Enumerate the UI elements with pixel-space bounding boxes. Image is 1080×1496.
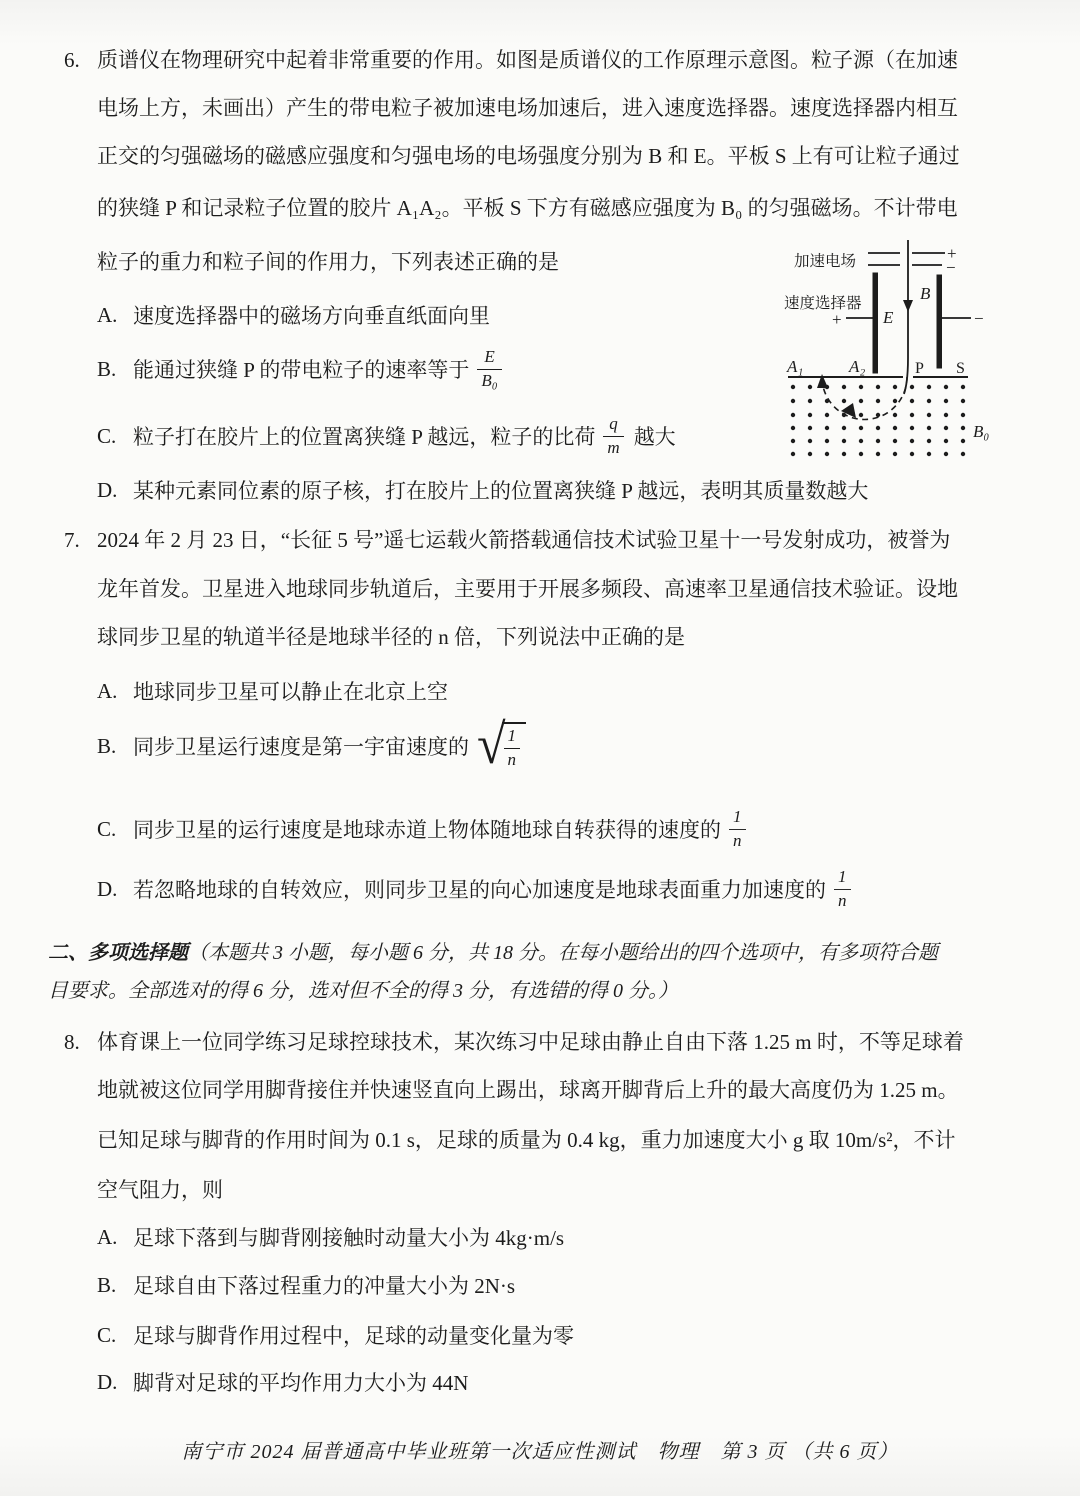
field-dots [791, 385, 965, 456]
B-field-label: B [920, 284, 931, 303]
velocity-selector [784, 273, 984, 373]
question-7-option-d [97, 860, 855, 918]
beam-arrowhead [903, 300, 913, 312]
fraction-E-over-B0: $\frac{E}{\text{B₀}}$ [477, 348, 501, 390]
question-6-option-a [97, 300, 490, 330]
question-8-option-b [97, 1270, 515, 1300]
option-text: 同步卫星的运行速度是地球赤道上物体随地球自转获得的速度的 [133, 818, 721, 842]
minus-sign: − [946, 258, 956, 277]
question-7-option-c [97, 800, 750, 858]
question-8-option-d [97, 1367, 468, 1397]
question-6-line: 质谱仪在物理研究中起着非常重要的作用。如图是质谱仪的工作原理示意图。粒子源（在加速 [97, 48, 958, 72]
option-text: 足球下落到与脚背刚接触时动量大小为 4kg·m/s [133, 1226, 565, 1250]
question-8-line: 空气阻力，则 [97, 1178, 223, 1202]
option-text: 同步卫星运行速度是第一宇宙速度的 [133, 735, 469, 759]
question-6-line: 正交的匀强磁场的磁感应强度和匀强电场的电场强度分别为 B 和 E。平板 S 上有可让粒子通过 [97, 144, 960, 168]
option-label: B. [97, 1272, 117, 1297]
question-8-number: 8. [64, 1030, 80, 1054]
section-2-header-line-2: 目要求。全部选对的得 6 分，选对但不全的得 3 分，有选错的得 0 分。） [48, 980, 678, 1002]
plus-sign: + [947, 244, 957, 263]
question-7-number: 7. [64, 528, 80, 552]
question-6-line: 的狭缝 P 和记录粒子位置的胶片 A₁A₂。平板 S 下方有磁感应强度为 B₀ 的匀强磁场。不计带电 [97, 196, 958, 220]
plus-sign: + [832, 310, 842, 329]
question-8-option-c [97, 1320, 574, 1350]
mass-spectrometer-diagram [770, 240, 1030, 468]
question-8-line: 地就被这位同学用脚背接住并快速竖直向上踢出，球离开脚背后上升的最大高度仍为 1.25 m。 [97, 1078, 959, 1102]
option-label: B. [97, 733, 117, 758]
question-7-line: 2024 年 2 月 23 日，“长征 5 号”遥七运载火箭搭载通信技术试验卫星十一号发射成功，被誉为 [97, 528, 951, 552]
question-6-option-d [97, 475, 868, 505]
section-2-note: （本题共 3 小题，每小题 6 分，共 18 分。在每小题给出的四个选项中，有多项符合题 [188, 942, 938, 964]
question-6-number: 6. [64, 48, 80, 72]
option-label: C. [97, 816, 117, 841]
P-slit-label: P [915, 360, 924, 377]
question-7-line: 龙年首发。卫星进入地球同步轨道后，主要用于开展多频段、高速率卫星通信技术验证。设地 [97, 577, 958, 601]
option-label: A. [97, 1224, 118, 1249]
question-7-line: 球同步卫星的轨道半径是地球半径的 n 倍，下列说法中正确的是 [97, 625, 685, 649]
option-label: A. [97, 302, 118, 327]
option-text: 若忽略地球的自转效应，则同步卫星的向心加速度是地球表面重力加速度的 [133, 878, 826, 902]
S-plate-label: S [956, 360, 965, 377]
magnetic-field-region [791, 385, 990, 456]
B0-field-label: B₀ [973, 422, 990, 441]
option-text: 粒子打在胶片上的位置离狭缝 P 越远，粒子的比荷 [133, 425, 596, 449]
question-8-line: 体育课上一位同学练习足球控球技术，某次练习中足球由静止自由下落 1.25 m 时，不等足球着 [97, 1030, 964, 1054]
option-text: 地球同步卫星可以静止在北京上空 [133, 680, 448, 704]
particle-trajectory [817, 374, 907, 420]
option-label: A. [97, 678, 118, 703]
A1-label: A₁ [787, 357, 804, 376]
option-label: C. [97, 1322, 117, 1347]
A2-label: A₂ [849, 357, 866, 376]
fraction-1-over-n: $\frac{1}{n}$ [834, 868, 851, 910]
option-text: 某种元素同位素的原子核，打在胶片上的位置离狭缝 P 越远，表明其质量数越大 [133, 479, 869, 503]
option-label: D. [97, 1369, 118, 1394]
radical-sign: √ [477, 714, 506, 776]
velocity-selector-label: 速度选择器 [784, 295, 862, 312]
option-text: 速度选择器中的磁场方向垂直纸面向里 [133, 304, 490, 328]
E-field-label: E [883, 308, 894, 327]
option-text-post: 越大 [633, 425, 676, 449]
option-label: B. [97, 356, 117, 381]
option-text: 足球与脚背作用过程中，足球的动量变化量为零 [133, 1324, 574, 1348]
option-label: D. [97, 477, 118, 502]
section-2-header-line-1 [48, 936, 938, 965]
question-6-option-c [97, 408, 676, 464]
question-7-option-b [97, 714, 526, 778]
page-footer: 南宁市 2024 届普通高中毕业班第一次适应性测试 物理 第 3 页 （共 6 页） [181, 1441, 899, 1463]
accel-field-label: 加速电场 [794, 253, 857, 270]
question-6-option-b [97, 340, 506, 398]
minus-sign: − [974, 309, 984, 328]
option-label: D. [97, 876, 118, 901]
section-2-title: 二、多项选择题 [48, 942, 188, 964]
option-text: 足球自由下落过程重力的冲量大小为 2N·s [133, 1274, 516, 1298]
question-6-line: 电场上方，未画出）产生的带电粒子被加速电场加速后，进入速度选择器。速度选择器内相互 [97, 96, 958, 120]
option-text: 脚背对足球的平均作用力大小为 44N [133, 1371, 469, 1395]
question-7-option-a [97, 676, 448, 706]
option-label: C. [97, 423, 117, 448]
accelerating-field [794, 244, 957, 277]
question-8-line: 已知足球与脚背的作用时间为 0.1 s，足球的质量为 0.4 kg，重力加速度大小 g 取 10m/s²，不计 [97, 1128, 956, 1152]
particle-beam [903, 240, 913, 394]
sqrt-1-over-n: √ $\frac{1}{n}$ [477, 722, 526, 769]
question-8-option-a [97, 1222, 564, 1252]
option-text: 能通过狭缝 P 的带电粒子的速率等于 [133, 358, 470, 382]
fraction-1-over-n: $\frac{1}{n}$ [729, 808, 746, 850]
question-6-line: 粒子的重力和粒子间的作用力，下列表述正确的是 [97, 250, 559, 274]
fraction-q-over-m: $\frac{q}{m}$ [603, 415, 623, 457]
